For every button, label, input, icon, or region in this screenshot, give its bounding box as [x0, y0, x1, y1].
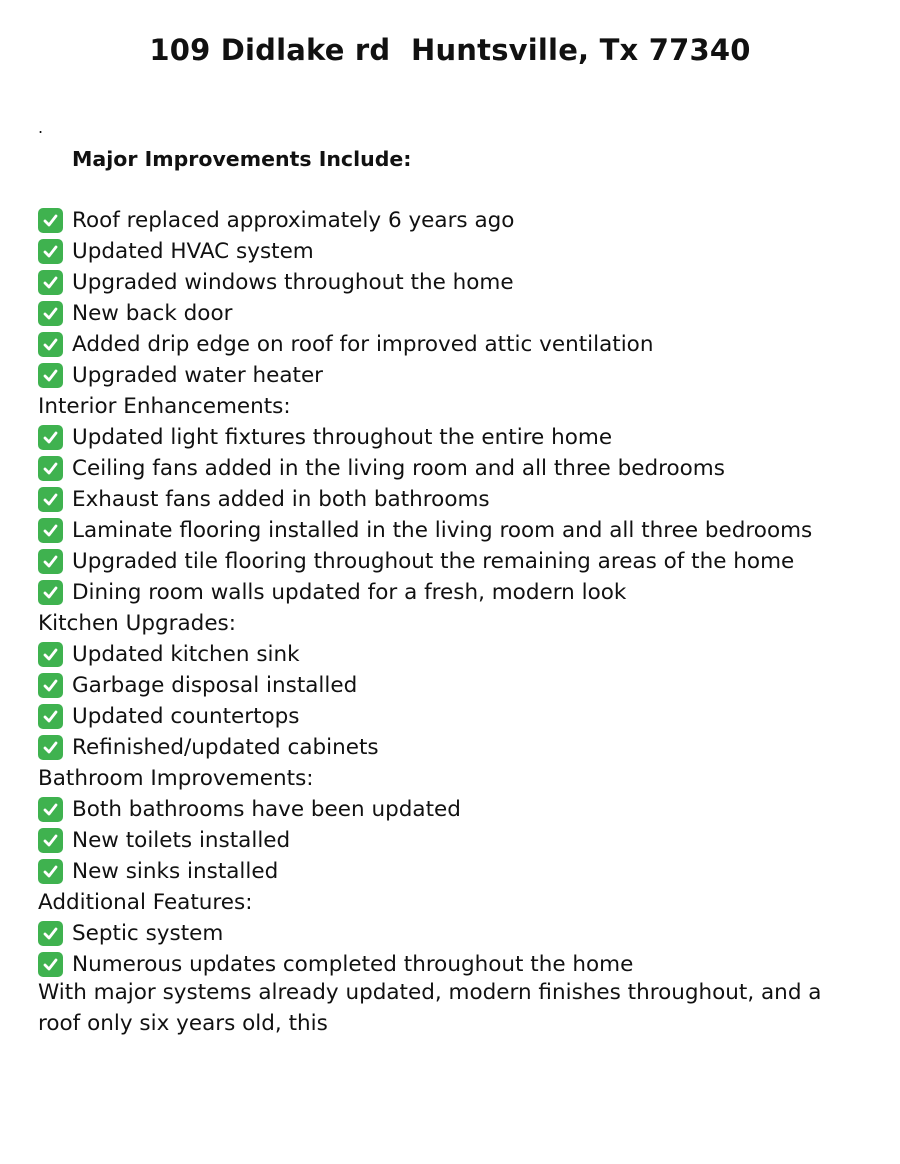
checklist-item	[38, 825, 868, 856]
page-title: 109 Didlake rd Huntsville, Tx 77340	[149, 33, 751, 67]
checklist-item	[38, 856, 868, 887]
checklist-item	[38, 422, 868, 453]
checklist-item-text: Added drip edge on roof for improved attic ventilation	[72, 332, 654, 357]
checkmark-icon	[38, 735, 63, 760]
section-heading-text: Interior Enhancements:	[38, 394, 291, 419]
section-heading-text: Kitchen Upgrades:	[38, 611, 237, 636]
checkmark-icon	[38, 580, 63, 605]
checklist-item-text: Updated countertops	[72, 704, 300, 729]
checklist-item-text: Laminate flooring installed in the living room and all three bedrooms	[72, 518, 813, 543]
checkmark-icon	[38, 270, 63, 295]
checklist-item	[38, 546, 868, 577]
section-heading-text: Bathroom Improvements:	[38, 766, 314, 791]
checkmark-icon	[38, 921, 63, 946]
checkmark-icon	[38, 859, 63, 884]
checkmark-icon	[38, 642, 63, 667]
checkmark-icon	[38, 797, 63, 822]
checklist-item-text: Refinished/updated cabinets	[72, 735, 379, 760]
checklist-item-text: New sinks installed	[72, 859, 279, 884]
section-heading	[38, 887, 868, 918]
checklist-item-text: Updated HVAC system	[72, 239, 314, 264]
checklist-item	[38, 639, 868, 670]
checklist-item	[38, 267, 868, 298]
checklist-item-text: Dining room walls updated for a fresh, modern look	[72, 580, 627, 605]
checklist-item-text: Updated kitchen sink	[72, 642, 300, 667]
checklist-item-text: Garbage disposal installed	[72, 673, 358, 698]
checkmark-icon	[38, 363, 63, 388]
section-heading-text: Additional Features:	[38, 890, 253, 915]
section-heading	[38, 391, 868, 422]
checkmark-icon	[38, 518, 63, 543]
checkmark-icon	[38, 952, 63, 977]
checklist-item	[38, 236, 868, 267]
checkmark-icon	[38, 673, 63, 698]
checklist-item	[38, 484, 868, 515]
checklist-item-text: Roof replaced approximately 6 years ago	[72, 208, 515, 233]
checkmark-icon	[38, 239, 63, 264]
checklist-item	[38, 577, 868, 608]
checklist-item-text: Updated light fixtures throughout the entire home	[72, 425, 613, 450]
checklist-item	[38, 205, 868, 236]
checklist-item-text: Upgraded water heater	[72, 363, 324, 388]
checkmark-icon	[38, 704, 63, 729]
checkmark-icon	[38, 487, 63, 512]
checklist-item-text: Both bathrooms have been updated	[72, 797, 461, 822]
checklist-item	[38, 329, 868, 360]
improvements-list	[38, 205, 868, 980]
checklist-item-text: Ceiling fans added in the living room and all three bedrooms	[72, 456, 725, 481]
section-heading	[38, 763, 868, 794]
checklist-item	[38, 918, 868, 949]
checklist-item-text: Upgraded tile flooring throughout the remaining areas of the home	[72, 549, 795, 574]
checklist-item	[38, 453, 868, 484]
stray-dot: .	[38, 118, 44, 137]
checklist-item-text: New back door	[72, 301, 233, 326]
checklist-item-text: New toilets installed	[72, 828, 291, 853]
checklist-item	[38, 670, 868, 701]
checklist-item-text: Numerous updates completed throughout the home	[72, 952, 634, 977]
checklist-item-text: Upgraded windows throughout the home	[72, 270, 514, 295]
checkmark-icon	[38, 332, 63, 357]
checklist-item	[38, 949, 868, 980]
closing-paragraph: With major systems already updated, modern finishes throughout, and a roof only six years old, this	[38, 980, 822, 1036]
checklist-item-text: Exhaust fans added in both bathrooms	[72, 487, 490, 512]
improvements-heading: Major Improvements Include:	[72, 147, 412, 171]
checklist-item	[38, 701, 868, 732]
checklist-item-text: Septic system	[72, 921, 224, 946]
checklist-item	[38, 794, 868, 825]
checklist-item	[38, 732, 868, 763]
checkmark-icon	[38, 425, 63, 450]
checkmark-icon	[38, 549, 63, 574]
checklist-item	[38, 298, 868, 329]
checkmark-icon	[38, 208, 63, 233]
checkmark-icon	[38, 301, 63, 326]
checkmark-icon	[38, 828, 63, 853]
checklist-item	[38, 515, 868, 546]
section-heading	[38, 608, 868, 639]
checkmark-icon	[38, 456, 63, 481]
checklist-item	[38, 360, 868, 391]
